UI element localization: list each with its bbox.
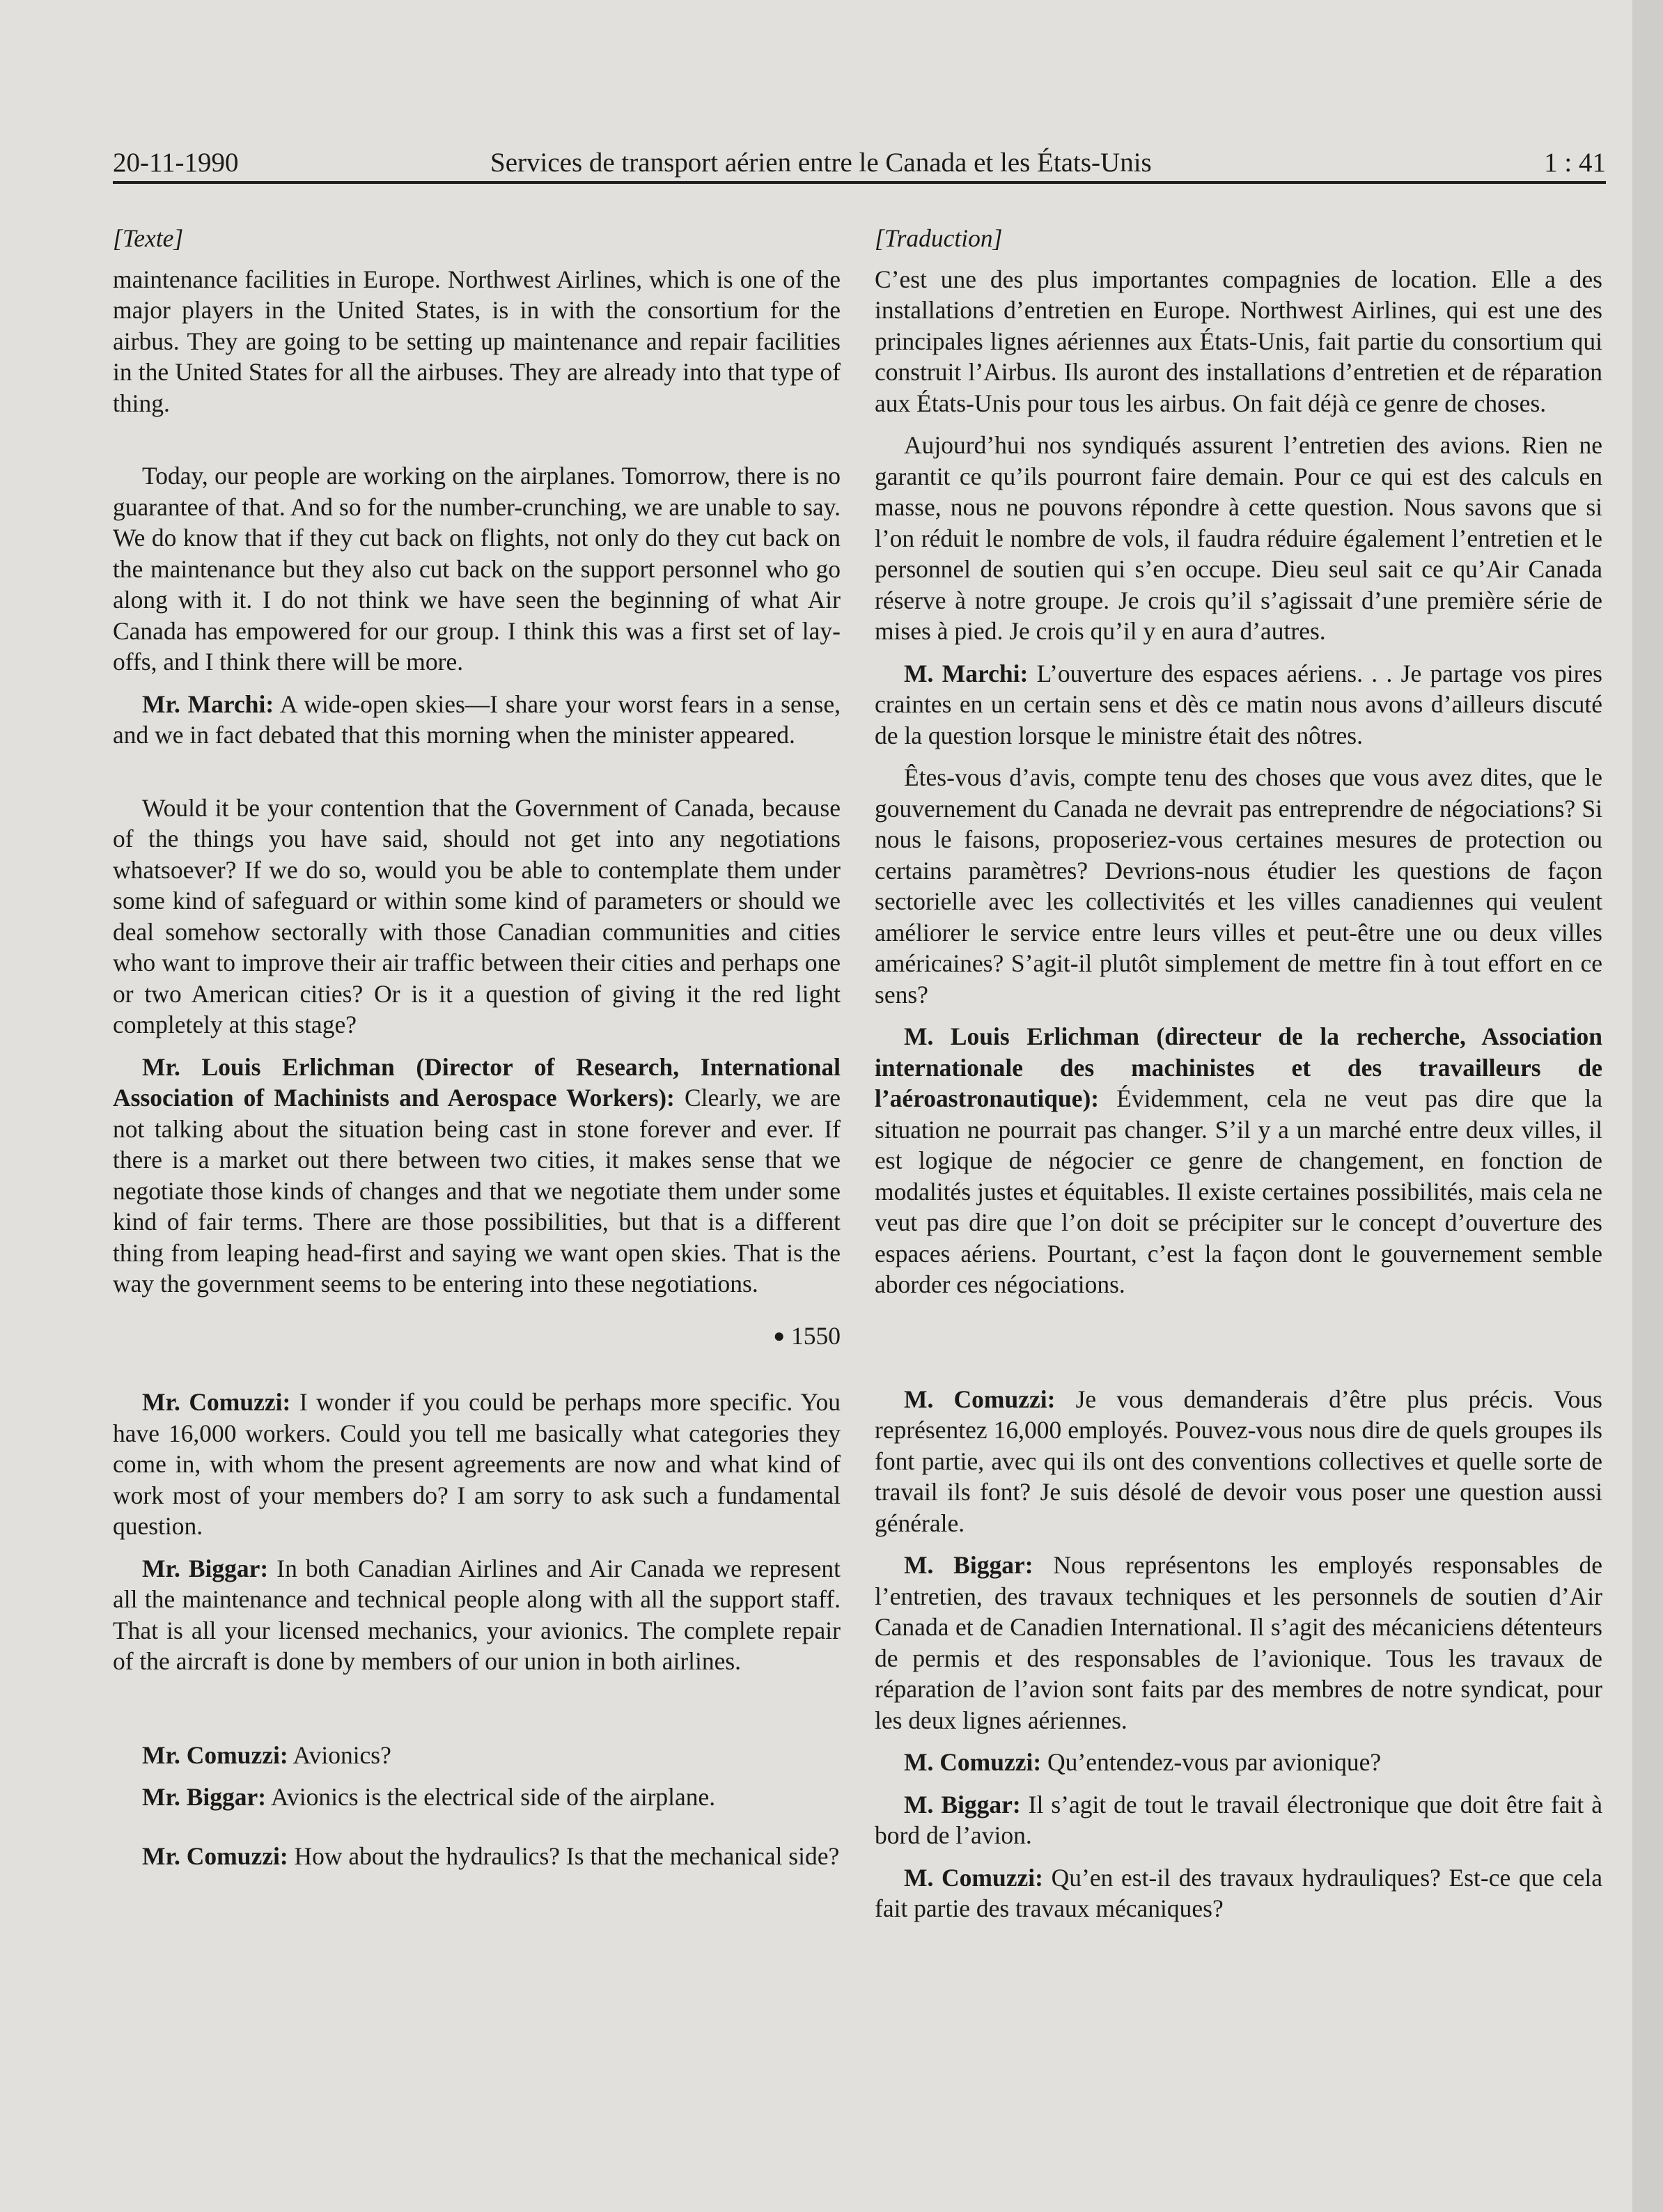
paragraph: [875, 1747, 1602, 1778]
speech-text: A wide-open skies—I share your worst fears in a sense, and we in fact debated that this morning when the minister appeared.: [113, 690, 841, 749]
time-marker-text: 1550: [791, 1321, 841, 1350]
speech-text: I wonder if you could be perhaps more specific. You have 16,000 workers. Could you tell me basically what categories they come in, with whom the present agreements are now and what kind of work most of your members do? I am sorry to ask such a fundamental question.: [113, 1388, 841, 1540]
paragraph: Êtes-vous d’avis, compte tenu des choses que vous avez dites, que le gouvernement du Canada ne devrait pas entreprendre de négociations? Si nous le faisons, proposeriez-vous certaines mesures de protection ou certains paramètres? Devrions-nous étudier les questions de façon sectorielle avec les collectivités et les villes canadiennes qui veulent améliorer le service entre leurs villes et peut-être une ou deux villes américaines? S’agit-il plutôt simplement de mettre fin à tout effort en ce sens?: [875, 763, 1602, 1008]
english-column: [113, 223, 841, 1883]
paragraph: [113, 1052, 841, 1300]
speech-text: Nous représentons les employés responsables de l’entretien, des travaux techniques et les personnels de soutien d’Air Canada et de Canadien International. Il s’agit des mécaniciens détenteurs de permis et des responsables de l’avionique. Tous les travaux de réparation de l’avion sont faits par des membres de notre syndicat, pour les deux lignes aériennes.: [875, 1551, 1602, 1734]
speech-text: Avionics?: [288, 1740, 391, 1769]
speech-text: How about the hydraulics? Is that the mechanical side?: [288, 1841, 840, 1870]
speaker-name: Mr. Biggar:: [142, 1783, 267, 1811]
speech-text: In both Canadian Airlines and Air Canada we represent all the maintenance and technical people along with all the support staff. That is all your licensed mechanics, your avionics. The complete repair of the aircraft is done by members of our union in both airlines.: [113, 1554, 841, 1675]
speaker-name: M. Comuzzi:: [904, 1748, 1042, 1776]
speaker-name: Mr. Marchi:: [142, 690, 274, 718]
paragraph: [875, 658, 1602, 751]
french-column: [875, 223, 1602, 1936]
speech-text: Il s’agit de tout le travail électronique que doit être fait à bord de l’avion.: [875, 1790, 1602, 1849]
speaker-name: Mr. Comuzzi:: [142, 1740, 288, 1769]
speech-text: Clearly, we are not talking about the situation being cast in stone forever and ever. If there is a market out there between two cities, it makes sense that we negotiate those kinds of changes and that we negotiate them under some kind of fair terms. There are those possibilities, but that is a different thing from leaping head-first and saying we want open skies. That is the way the government seems to be entering into these negotiations.: [113, 1084, 841, 1298]
header-date: 20-11-1990: [113, 148, 239, 178]
speaker-name: M. Comuzzi:: [904, 1863, 1043, 1892]
paragraph: Today, our people are working on the airplanes. Tomorrow, there is no guarantee of that. And so for the number-crunching, we are unable to say. We do know that if they cut back on flights, not only do they cut back on the maintenance but they also cut back on the support personnel who go along with it. I do not think we have seen the beginning of what Air Canada has empowered for our group. I think this was a first set of lay-offs, and I think there will be more.: [113, 462, 841, 676]
speaker-name: M. Biggar:: [904, 1551, 1033, 1579]
paragraph: [113, 1782, 841, 1813]
bullet-icon: ●: [773, 1325, 786, 1347]
speaker-name: Mr. Comuzzi:: [142, 1388, 291, 1416]
speaker-name: M. Biggar:: [904, 1790, 1021, 1818]
paragraph: [875, 1862, 1602, 1924]
speaker-name: M. Comuzzi:: [904, 1385, 1056, 1413]
paragraph: [113, 1387, 841, 1542]
speech-text: Je vous demanderais d’être plus précis. Vous représentez 16,000 employés. Pouvez-vous nous dire de quels groupes ils font partie, avec qui ils ont des conventions collectives et quelle sorte de travail ils font? Je suis désolé de devoir vous poser une question aussi générale.: [875, 1385, 1602, 1537]
paragraph: [875, 1789, 1602, 1851]
running-header: [113, 137, 1606, 184]
page-edge: [1632, 0, 1663, 2212]
paragraph: Aujourd’hui nos syndiqués assurent l’entretien des avions. Rien ne garantit ce qu’ils pourront faire demain. Pour ce qui est des calculs en masse, nous ne pouvons répondre à cette question. Nous savons que si l’on réduit le nombre de vols, il faudra réduire également l’entretien et le personnel de soutien qui s’en occupe. Dieu seul sait ce qu’Air Canada réserve à notre groupe. Je crois qu’il s’agissait d’une première série de mises à pied. Je crois qu’il y en aura d’autres.: [875, 431, 1602, 645]
column-label: [Texte]: [113, 224, 184, 252]
speaker-name: M. Louis Erlichman (directeur de la recherche, Association internationale des machinistes et des travailleurs de l’aéroastronautique):: [875, 1022, 1602, 1112]
paragraph: [875, 1550, 1602, 1736]
column-label: [Traduction]: [875, 224, 1003, 252]
speech-text: Avionics is the electrical side of the airplane.: [266, 1783, 716, 1811]
paragraph: [113, 1740, 841, 1771]
speech-text: L’ouverture des espaces aériens. . . Je partage vos pires craintes en un certain sens et dès ce matin nous avons d’ailleurs discuté de la question lorsque le ministre était des nôtres.: [875, 659, 1602, 749]
speech-text: Évidemment, cela ne veut pas dire que la situation ne pourrait pas changer. S’il y a un marché entre deux villes, il est logique de négocier ce genre de changement, en fonction de modalités justes et équitables. Il existe certaines possibilités, mais cela ne veut pas dire que l’on doit se précipiter sur le concept d’ouverture des espaces aériens. Pourtant, c’est la façon dont le gouvernement semble aborder ces négociations.: [875, 1084, 1602, 1298]
speaker-name: Mr. Comuzzi:: [142, 1841, 288, 1870]
time-marker: [113, 1321, 841, 1353]
header-page-number: 1 : 41: [1544, 148, 1606, 178]
header-title: Services de transport aérien entre le Canada et les États-Unis: [490, 148, 1152, 178]
paragraph: [875, 1021, 1602, 1300]
paragraph: [113, 1553, 841, 1677]
speaker-name: Mr. Louis Erlichman (Director of Research, International Association of Machinists and Aerospace Workers):: [113, 1052, 841, 1112]
paragraph: maintenance facilities in Europe. Northwest Airlines, which is one of the major players in the United States, is in with the consortium for the airbus. They are going to be setting up maintenance and repair facilities in the United States for all the airbuses. They are already into that type of thing.: [113, 265, 841, 417]
speaker-name: M. Marchi:: [904, 659, 1029, 687]
paragraph: Would it be your contention that the Government of Canada, because of the things you have said, should not get into any negotiations whatsoever? If we do so, would you be able to contemplate them under some kind of safeguard or within some kind of parameters or should we deal somehow sectorally with those Canadian communities and cities who want to improve their air traffic between their cities and perhaps one or two American cities? Or is it a question of giving it the red light completely at this stage?: [113, 793, 841, 1038]
paragraph: [875, 1384, 1602, 1539]
speaker-name: Mr. Biggar:: [142, 1554, 269, 1582]
speech-text: Qu’entendez-vous par avionique?: [1041, 1748, 1382, 1776]
paragraph: C’est une des plus importantes compagnies de location. Elle a des installations d’entretien en Europe. Northwest Airlines, qui est une des principales lignes aériennes aux États-Unis, fait partie du consortium qui construit l’Airbus. Ils auront des installations d’entretien et de réparation aux États-Unis pour tous les airbus. On fait déjà ce genre de choses.: [875, 265, 1602, 417]
speech-text: Qu’en est-il des travaux hydrauliques? Est-ce que cela fait partie des travaux mécaniques?: [875, 1863, 1602, 1922]
paragraph: [113, 1841, 841, 1872]
paragraph: [113, 689, 841, 751]
